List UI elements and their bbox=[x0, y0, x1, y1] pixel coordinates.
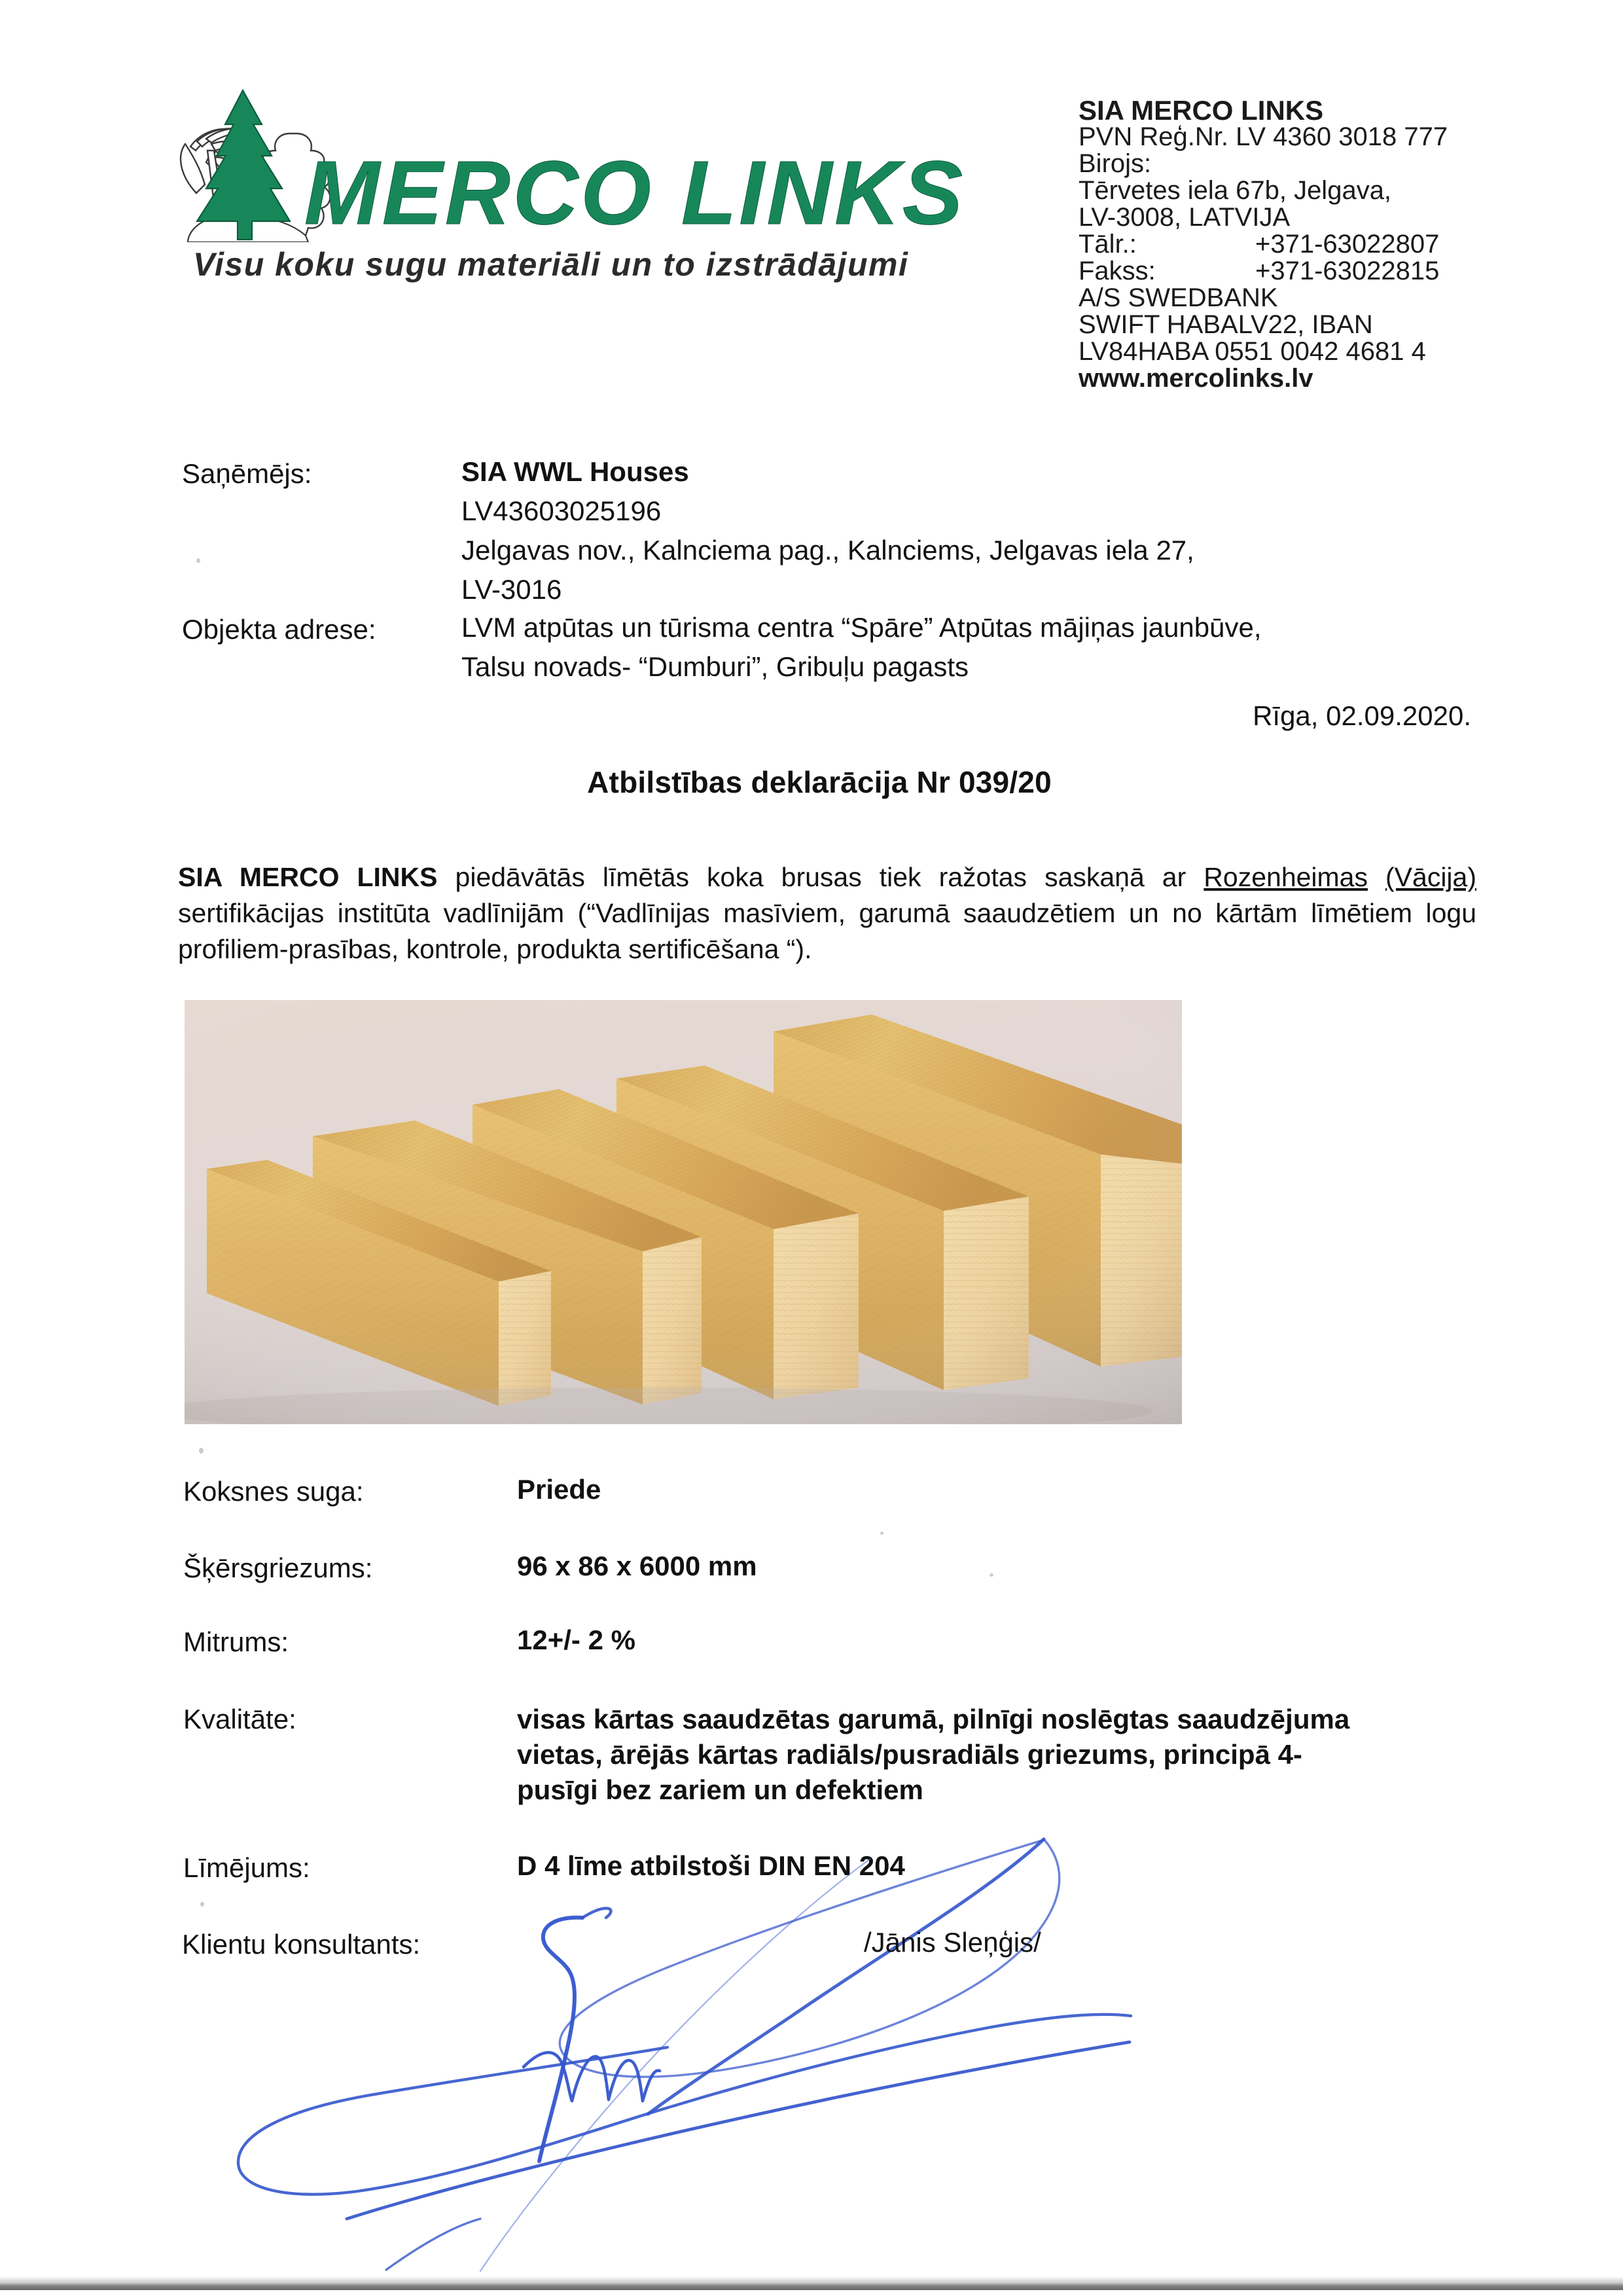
handwritten-signature bbox=[216, 1761, 1145, 2278]
spec-label-glue: Līmējums: bbox=[183, 1852, 310, 1883]
spec-value-cross-section: 96 x 86 x 6000 mm bbox=[517, 1551, 757, 1581]
recipient-address: Jelgavas nov., Kalnciema pag., Kalnciems, Jelgavas iela 27, bbox=[461, 535, 1194, 565]
site-address-label: Objekta adrese: bbox=[182, 614, 376, 645]
scan-bottom-edge bbox=[0, 2282, 1623, 2290]
paragraph-text-part-2: sertifikācijas institūta vadlīnijām (“Vadlīnijas masīviem, garumā saaudzētiem un no kārtām līmētiem logu profiliem-prasības, kontrole, produkta sertificēšana “). bbox=[178, 898, 1476, 964]
paragraph-institute-city: Rozenheimas bbox=[1204, 862, 1368, 892]
spec-value-glue: D 4 līme atbilstoši DIN EN 204 bbox=[517, 1850, 905, 1881]
spec-value-moisture: 12+/- 2 % bbox=[517, 1624, 635, 1655]
company-office-label: Birojs: bbox=[1079, 149, 1152, 178]
company-vat-number: PVN Reģ.Nr. LV 4360 3018 777 bbox=[1079, 122, 1448, 151]
recipient-name: SIA WWL Houses bbox=[461, 456, 689, 487]
logo-wordmark: MERCO LINKS bbox=[304, 143, 965, 243]
company-iban: LV84HABA 0551 0042 4681 4 bbox=[1079, 337, 1426, 366]
scan-speck bbox=[199, 1448, 204, 1454]
recipient-label: Saņēmējs: bbox=[182, 458, 312, 489]
company-fax-label: Fakss: bbox=[1079, 257, 1156, 285]
spec-label-moisture: Mitrums: bbox=[183, 1626, 289, 1657]
recipient-postcode: LV-3016 bbox=[461, 574, 562, 605]
company-phone-row bbox=[1079, 231, 1602, 258]
site-address-line-1: LVM atpūtas un tūrisma centra “Spāre” Atpūtas mājiņas jaunbūve, bbox=[461, 612, 1262, 643]
place-and-date: Rīga, 02.09.2020. bbox=[1253, 700, 1471, 731]
company-address-line-2: LV-3008, LATVIJA bbox=[1079, 203, 1291, 232]
company-details-block bbox=[1079, 97, 1602, 392]
paragraph-company-name: SIA MERCO LINKS bbox=[178, 862, 438, 892]
scan-speck bbox=[880, 1532, 883, 1535]
company-name: SIA MERCO LINKS bbox=[1079, 95, 1324, 126]
company-swift: SWIFT HABALV22, IBAN bbox=[1079, 310, 1373, 339]
company-fax-row bbox=[1079, 258, 1602, 285]
company-phone-value: +371-63022807 bbox=[1255, 230, 1440, 259]
declaration-paragraph bbox=[178, 859, 1476, 967]
company-bank-name: A/S SWEDBANK bbox=[1079, 283, 1278, 312]
paragraph-text-part-1: piedāvātās līmētās koka brusas tiek ražotas saskaņā ar bbox=[437, 862, 1204, 892]
company-fax-value: +371-63022815 bbox=[1255, 257, 1440, 285]
spec-value-wood-species: Priede bbox=[517, 1474, 601, 1505]
site-address-line-2: Talsu novads- “Dumburi”, Gribuļu pagasts bbox=[461, 651, 969, 682]
scan-speck bbox=[200, 1902, 204, 1907]
logo-tagline: Visu koku sugu materiāli un to izstrādājumi bbox=[193, 246, 909, 283]
page-title-text: Atbilstības deklarācija Nr 039/20 bbox=[587, 765, 1052, 799]
company-website: www.mercolinks.lv bbox=[1079, 364, 1313, 393]
company-phone-label: Tālr.: bbox=[1079, 230, 1137, 259]
scan-speck bbox=[990, 1573, 993, 1577]
scan-edge-gradient bbox=[0, 2276, 1623, 2282]
spec-label-cross-section: Šķērsgriezums: bbox=[183, 1552, 373, 1583]
company-logo bbox=[128, 79, 998, 295]
signature-strokes bbox=[216, 1761, 1145, 2278]
product-photo bbox=[185, 1000, 1182, 1424]
spec-value-quality: visas kārtas saaudzētas garumā, pilnīgi noslēgtas saaudzējuma vietas, ārējās kārtas radiāls/pusradiāls griezums, principā 4-pusīgi bez zariem un defektiem bbox=[517, 1704, 1350, 1805]
spec-label-quality: Kvalitāte: bbox=[183, 1704, 296, 1734]
scan-speck bbox=[196, 558, 200, 563]
paragraph-institute-country: (Vācija) bbox=[1385, 862, 1476, 892]
spec-label-wood-species: Koksnes suga: bbox=[183, 1476, 364, 1507]
recipient-registration-number: LV43603025196 bbox=[461, 495, 662, 526]
timber-beams-illustration bbox=[185, 1000, 1182, 1424]
signer-name: /Jānis Sleņģis/ bbox=[864, 1927, 1041, 1958]
page-title bbox=[0, 764, 1623, 800]
company-address-line-1: Tērvetes iela 67b, Jelgava, bbox=[1079, 176, 1392, 205]
signature-role-label: Klientu konsultants: bbox=[182, 1929, 421, 1960]
